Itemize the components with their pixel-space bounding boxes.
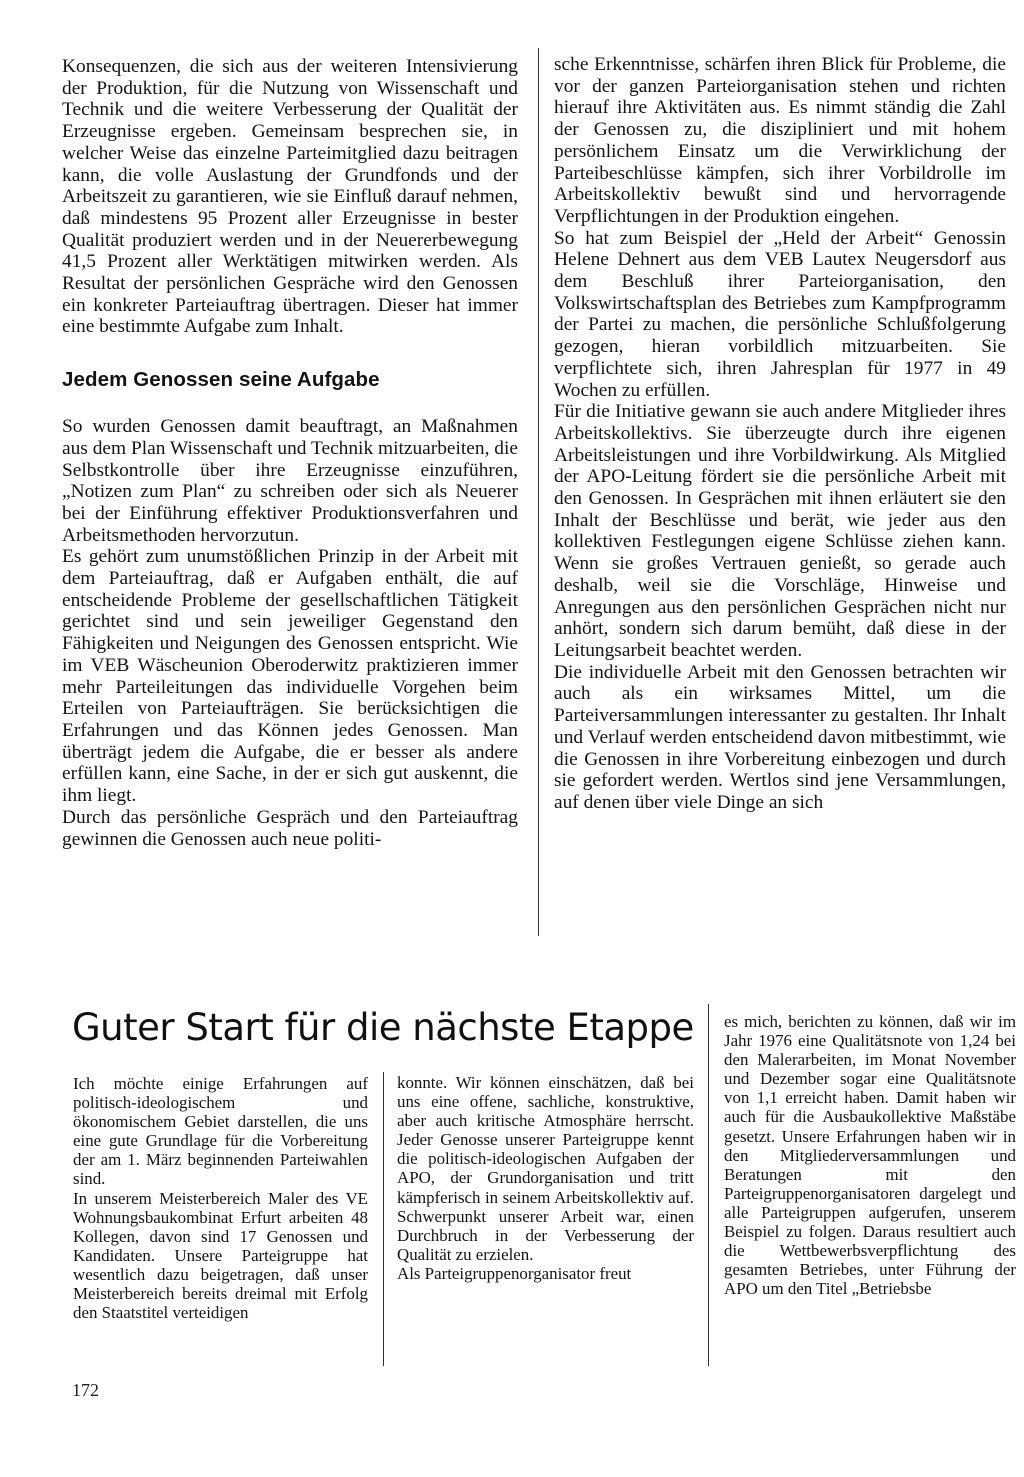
article-column-2 [397,1073,694,1283]
paragraph: Konsequenzen, die sich aus der weiteren Intensivierung der Produktion, für die Nutzung von Wissenschaft und Technik und die weitere Verbesserung der Qualität der Erzeugnisse ergeben. Gemeinsam besprechen sie, in welcher Weise das einzelne Parteimitglied dazu beitragen kann, die volle Auslastung der Grundfonds und der Arbeitszeit zu garantieren, wie sie Einfluß darauf nehmen, daß mindestens 95 Prozent aller Erzeugnisse in bester Qualität produziert werden und in der Neuererbewegung 41,5 Prozent aller Werktätigen mitwirken werden. Als Resultat der persönlichen Gespräche wird den Genossen ein konkreter Parteiauftrag übertragen. Dieser hat immer eine bestimmte Aufgabe zum Inhalt. [62,56,518,338]
column-divider [708,1004,709,1366]
paragraph: Die individuelle Arbeit mit den Genossen betrachten wir auch als ein wirksames Mittel, um die Parteiversammlungen interessanter zu gestalten. Ihr Inhalt und Verlauf werden entscheidend davon mitbestimmt, wie die Genossen in ihre Vorbereitung einbezogen und durch sie gefordert werden. Wertlos sind jene Versammlungen, auf denen über viele Dinge an sich [554,661,1006,813]
paragraph: Durch das persönliche Gespräch und den Parteiauftrag gewinnen die Genossen auch neue politi- [62,806,518,850]
section-heading: Jedem Genossen seine Aufgabe [62,368,380,392]
top-right-column [554,54,1006,814]
column-divider [538,48,539,936]
paragraph: So wurden Genossen damit beauftragt, an Maßnahmen aus dem Plan Wissenschaft und Technik mitzuarbeiten, die Selbstkontrolle über ihre Erzeugnisse einzuführen, „Notizen zum Plan“ zu schreiben oder sich als Neuerer bei der Einführung effektiver Produktionsverfahren und Arbeitsmethoden hervorzutun. [62,416,518,546]
paragraph: Für die Initiative gewann sie auch andere Mitglieder ihres Arbeitskollektivs. Sie überzeugte durch ihre eigenen Arbeitsleistungen und ihre Vorbildwirkung. Als Mitglied der APO-Leitung fördert sie die persönliche Arbeit mit den Genossen. In Gesprächen mit ihnen erläutert sie den Inhalt der Beschlüsse und berät, wie jeder aus den kollektiven Festlegungen eigene Schlüsse ziehen kann. Wenn sie großes Vertrauen genießt, so gerade auch deshalb, weil sie die Vorschläge, Hinweise und Anregungen aus den persönlichen Gesprächen nicht nur anhört, sondern sich darum bemüht, daß diese in der Leitungsarbeit beachtet werden. [554,401,1006,661]
article-column-3 [724,1012,1016,1298]
column-divider [383,1072,384,1366]
page-number: 172 [72,1380,99,1400]
article-column-1 [73,1074,368,1322]
paragraph: sche Erkenntnisse, schärfen ihren Blick für Probleme, die vor der ganzen Parteiorganisation stehen und richten hierauf ihre Aktivitäten aus. Es nimmt ständig die Zahl der Genossen zu, die diszipliniert und mit hohem persönlichem Einsatz um die Verwirklichung der Parteibeschlüsse kämpfen, sich ihrer Vorbildrolle im Arbeitskollektiv bewußt sind und hervorragende Verpflichtungen in der Produktion eingehen. [554,54,1006,227]
paragraph: Ich möchte einige Erfahrungen auf politisch-ideologischem und ökonomischem Gebiet darstellen, die uns eine gute Grundlage für die Vorbereitung der am 1. März beginnenden Parteiwahlen sind. [73,1074,368,1189]
paragraph: es mich, berichten zu können, daß wir im Jahr 1976 eine Qualitätsnote von 1,24 bei den Malerarbeiten, im Monat November und Dezember sogar eine Qualitätsnote von 1,1 erreicht haben. Damit haben wir auch für die Ausbaukollektive Maßstäbe gesetzt. Unsere Erfahrungen haben wir in den Mitgliederversammlungen und Beratungen mit den Parteigruppenorganisatoren dargelegt und alle Parteigruppen aufgerufen, unserem Beispiel zu folgen. Daraus resultiert auch die Wettbewerbsverpflichtung des gesamten Betriebes, unter Führung der APO um den Titel „Betriebsbe [724,1012,1016,1299]
paragraph: konnte. Wir können einschätzen, daß bei uns eine offene, sachliche, konstruktive, aber auch kritische Atmosphäre herrscht. Jeder Genosse unserer Parteigruppe kennt die politisch-ideologischen Aufgaben der APO, der Grundorganisation und tritt kämpferisch in seinem Arbeitskollektiv auf. Schwerpunkt unserer Arbeit war, einen Durchbruch in der Verbesserung der Qualität zu erzielen. [397,1073,694,1264]
paragraph: Es gehört zum unumstößlichen Prinzip in der Arbeit mit dem Parteiauftrag, daß er Aufgaben enthält, die auf entscheidende Probleme der gesellschaftlichen Tätigkeit gerichtet sind und sein jeweiliger Gegenstand den Fähigkeiten und Neigungen des Genossen entspricht. Wie im VEB Wäscheunion Oberoderwitz praktizieren immer mehr Parteileitungen das individuelle Vorgehen beim Erteilen von Parteiaufträgen. Sie berücksichtigen die Erfahrungen und das Können jedes Genossen. Man überträgt jedem die Aufgabe, die er besser als andere erfüllen kann, eine Sache, in der er sich gut auskennt, die ihm liegt. [62,546,518,807]
paragraph: So hat zum Beispiel der „Held der Arbeit“ Genossin Helene Dehnert aus dem VEB Lautex Neugersdorf aus dem Beschluß ihrer Parteiorganisation, den Volkswirtschaftsplan des Betriebes zum Kampfprogramm der Partei zu machen, die persönliche Schlußfolgerung gezogen, hieran vorbildlich mitzuarbeiten. Sie verpflichtete sich, ihren Jahresplan für 1977 in 49 Wochen zu erfüllen. [554,227,1006,401]
top-left-column [62,56,518,850]
article-headline: Guter Start für die nächste Etappe [72,1006,694,1049]
paragraph: Als Parteigruppenorganisator freut [397,1263,632,1283]
paragraph: In unserem Meisterbereich Maler des VE Wohnungsbaukombinat Erfurt arbeiten 48 Kollegen, davon sind 17 Genossen und Kandidaten. Unsere Parteigruppe hat wesentlich dazu beigetragen, daß unser Meisterbereich bereits dreimal mit Erfolg den Staatstitel verteidigen [73,1188,368,1323]
